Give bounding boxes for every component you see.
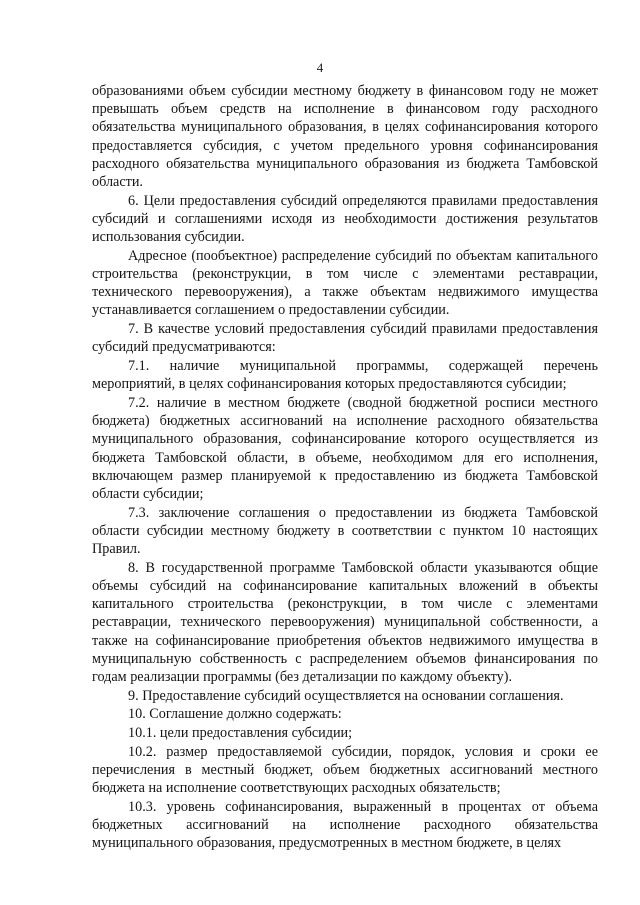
paragraph-7: 7. В качестве условий предоставления субсидий правилами предоставления субсидий предусматриваются: <box>92 321 598 356</box>
paragraph-6: 6. Цели предоставления субсидий определяются правилами предоставления субсидий и соглашениями исходя из необходимости достижения результатов использования субсидии. <box>92 192 598 246</box>
paragraph-address-distribution: Адресное (пообъектное) распределение субсидий по объектам капитального строительства (реконструкции, в том числе с элементами реставрации, технического перевооружения), а также объектам недвижимого имущества устанавливается соглашением о предоставлении субсидии. <box>92 247 598 319</box>
paragraph-8: 8. В государственной программе Тамбовской области указываются общие объемы субсидий на софинансирование капитальных вложений в объекты капитального строительства (реконструкции, в том числе с элементами реставрации, технического перевооружения) муниципальной собственности, а также на софинансирование приобретения объектов недвижимого имущества в муниципальную собственность с распределением объемов финансирования по годам реализации программы (без детализации по каждому объекту). <box>92 559 598 685</box>
paragraph-10-2: 10.2. размер предоставляемой субсидии, порядок, условия и сроки ее перечисления в местный бюджет, объем бюджетных ассигнований местного бюджета на исполнение соответствующих расходных обязательств; <box>92 743 598 797</box>
paragraph-10-3: 10.3. уровень софинансирования, выраженный в процентах от объема бюджетных ассигнований на исполнение расходного обязательства муниципального образования, предусмотренных в местном бюджете, в целях <box>92 798 598 852</box>
paragraph-7-3: 7.3. заключение соглашения о предоставлении из бюджета Тамбовской области субсидии местному бюджету в соответствии с пунктом 10 настоящих Правил. <box>92 504 598 558</box>
paragraph-9: 9. Предоставление субсидий осуществляется на основании соглашения. <box>128 687 564 704</box>
page-number: 4 <box>316 60 324 75</box>
paragraph-7-2: 7.2. наличие в местном бюджете (сводной бюджетной росписи местного бюджета) бюджетных ассигнований на исполнение расходного обязательства муниципального образования, софинансирование которого осуществляется из бюджета Тамбовской области, в объеме, необходимом для его исполнения, включающем размер планируемой к предоставлению из бюджета Тамбовской области субсидии; <box>92 394 598 502</box>
document-body <box>92 82 598 853</box>
paragraph-continuation: образованиями объем субсидии местному бюджету в финансовом году не может превышать объем средств на исполнение в финансовом году расходного обязательства муниципального образования, в целях софинансирования которого предоставляется субсидия, с учетом предельного уровня софинансирования расходного обязательства муниципального образования из бюджета Тамбовской области. <box>92 83 598 191</box>
paragraph-7-1: 7.1. наличие муниципальной программы, содержащей перечень мероприятий, в целях софинансирования которых предоставляются субсидии; <box>92 358 598 393</box>
paragraph-10: 10. Соглашение должно содержать: <box>128 706 342 723</box>
paragraph-10-1: 10.1. цели предоставления субсидии; <box>128 725 353 742</box>
